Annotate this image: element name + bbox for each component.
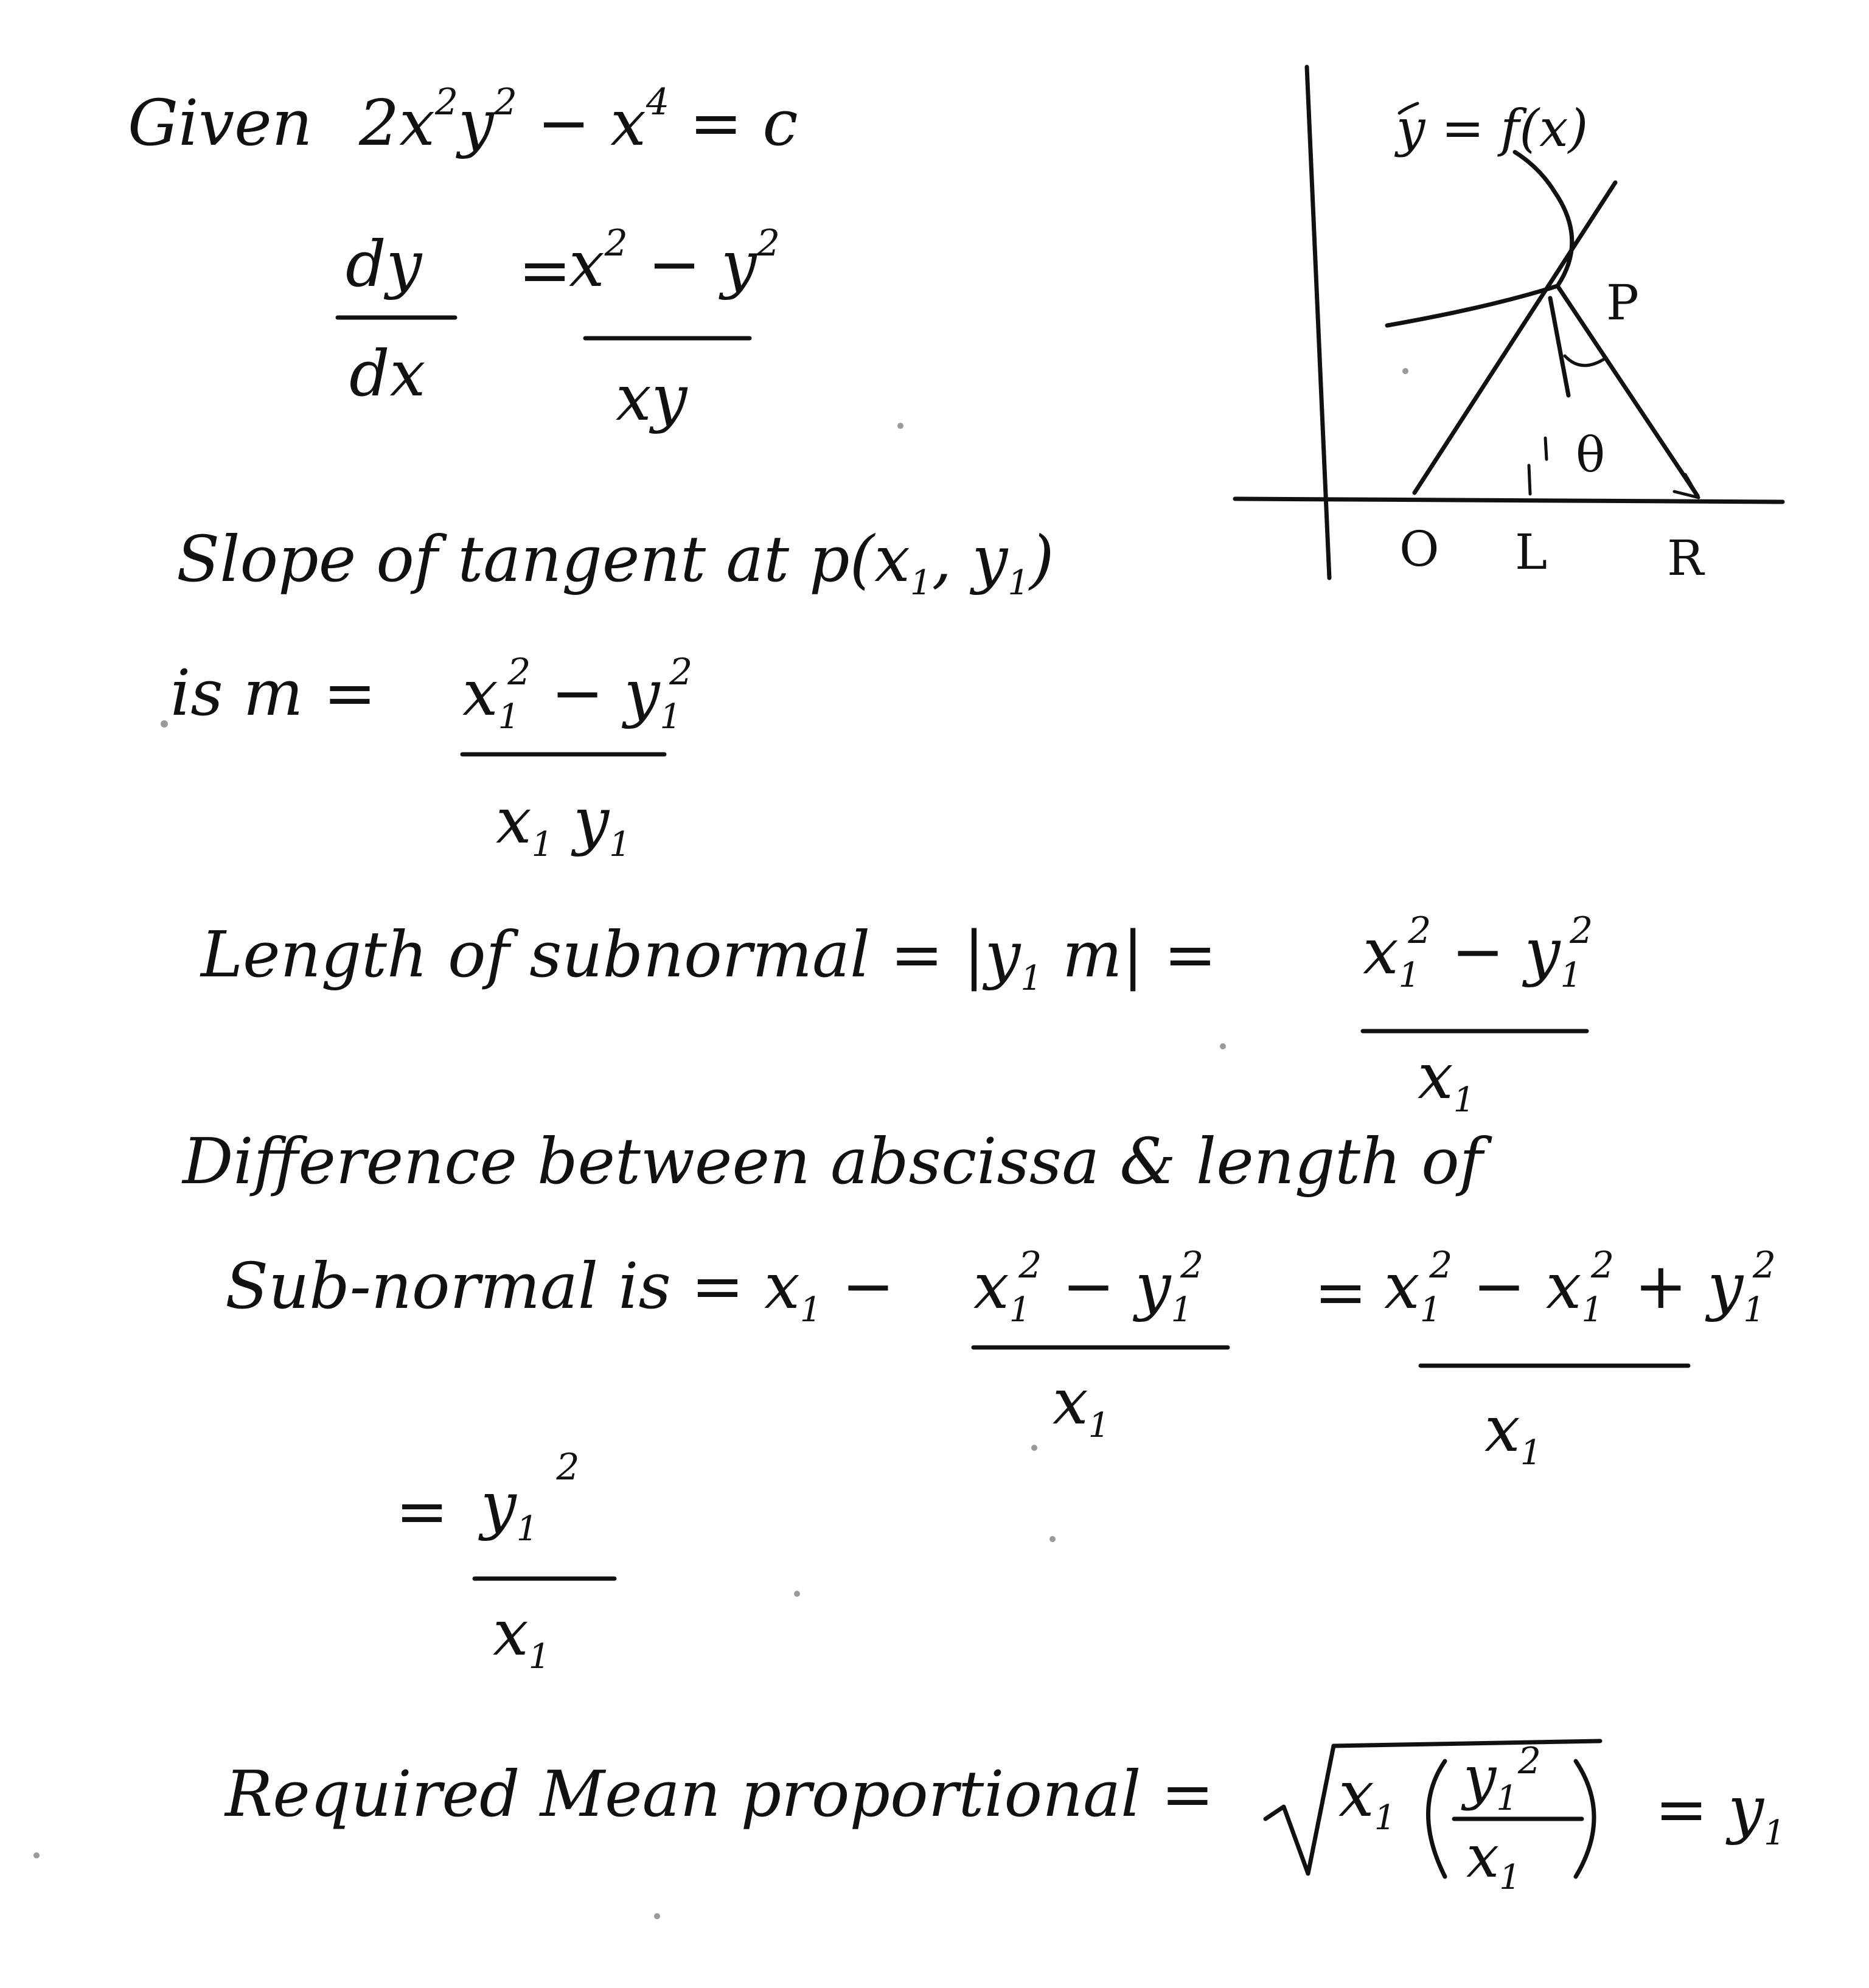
- square-root-sign: [1265, 1741, 1600, 1874]
- term: x: [496, 784, 532, 858]
- difference-line-2: [225, 1249, 895, 1330]
- subscript: 1: [516, 1509, 538, 1549]
- term: + y: [1614, 1249, 1744, 1323]
- exponent: 2: [1517, 1740, 1542, 1782]
- term: − y: [531, 656, 660, 730]
- subscript: 1: [1520, 1433, 1542, 1473]
- given-label: Given: [128, 86, 313, 160]
- subnormal-text: m| =: [1042, 917, 1217, 992]
- difference-frac1-denominator: [1053, 1364, 1110, 1445]
- subscript: 1: [1743, 1290, 1765, 1330]
- derivative-expression: [338, 222, 780, 435]
- origin-label: O: [1399, 521, 1439, 577]
- normal-arrowhead: [1674, 474, 1699, 498]
- dy-numerator: dy: [346, 227, 422, 301]
- paper-speck: [897, 423, 903, 429]
- mean-proportional-statement: [224, 1740, 1786, 1897]
- subscript: 1: [1088, 1406, 1110, 1445]
- term: y: [481, 1468, 517, 1542]
- difference-frac2-denominator: [1484, 1392, 1542, 1473]
- radicand-x: [1338, 1757, 1396, 1838]
- subscript: 1: [799, 1290, 822, 1330]
- slope-text: Slope of tangent at p(x: [176, 522, 910, 596]
- mean-proportional-label: Required Mean proportional =: [225, 1757, 1214, 1831]
- rhs-term: − y: [627, 227, 757, 301]
- term: x: [1466, 1823, 1500, 1891]
- x-axis: [1235, 499, 1783, 502]
- term: x: [1053, 1364, 1088, 1439]
- derivative-equals: =: [518, 233, 572, 307]
- angle-arc: [1565, 356, 1606, 366]
- subscript: 1: [1398, 956, 1421, 995]
- slope-statement: [170, 522, 1054, 864]
- dx-denominator: dx: [349, 336, 426, 411]
- rhs-exponent: 2: [604, 222, 628, 265]
- point-p-label: P: [1606, 274, 1639, 331]
- subscript: 1: [1453, 1080, 1475, 1120]
- rhs-term: x: [569, 227, 605, 301]
- exponent: 2: [556, 1446, 580, 1489]
- paper-speck: [654, 1913, 660, 1919]
- given-exponent: 2: [493, 81, 517, 123]
- derivative-rhs-denominator: xy: [616, 361, 687, 435]
- subscript: 1: [1496, 1779, 1518, 1818]
- slope-numerator: [462, 651, 692, 737]
- normal-r-label: R: [1667, 530, 1704, 586]
- difference-frac2-numerator: [1384, 1244, 1776, 1330]
- term: x: [973, 1249, 1009, 1323]
- subscript: 1: [1171, 1290, 1193, 1330]
- slope-text: , y: [931, 522, 1008, 596]
- given-exponent: 4: [646, 81, 670, 123]
- subscript: 1: [1499, 1858, 1521, 1897]
- inner-denominator: [1466, 1823, 1521, 1897]
- subnormal-line: [200, 917, 1217, 998]
- subscript: 1: [498, 697, 520, 737]
- subscript: 1: [609, 825, 631, 864]
- paper-speck: [1031, 1445, 1037, 1451]
- subnormal-statement: [200, 909, 1593, 1120]
- exponent: 2: [507, 651, 531, 693]
- difference-statement: [181, 1124, 1776, 1473]
- subscript: 1: [528, 1637, 551, 1677]
- exponent: 2: [1408, 909, 1432, 952]
- term: x: [493, 1596, 529, 1670]
- exponent: 2: [1180, 1244, 1204, 1287]
- subnormal-denominator: [1418, 1039, 1475, 1120]
- given-line: [128, 81, 798, 160]
- difference-frac1-numerator: [973, 1244, 1203, 1330]
- given-exponent: 2: [434, 81, 459, 123]
- inner-numerator: [1461, 1740, 1541, 1818]
- term: x: [462, 656, 498, 730]
- difference-equals: =: [1314, 1255, 1368, 1329]
- subscript: 1: [1419, 1290, 1442, 1330]
- paper-speck: [1049, 1536, 1056, 1542]
- subscript: 1: [1581, 1290, 1604, 1330]
- difference-line-1: Difference between abscissa & length of: [183, 1124, 1483, 1198]
- subscript: 1: [1008, 563, 1030, 603]
- exponent: 2: [1570, 909, 1593, 952]
- perpendicular-pl-lower: [1529, 465, 1530, 494]
- term: y: [553, 784, 610, 858]
- term: − y: [1042, 1249, 1171, 1323]
- minus-sign: −: [821, 1249, 895, 1323]
- mean-proportional-result: [1655, 1772, 1786, 1853]
- perpendicular-pl-upper: [1550, 298, 1568, 395]
- term: = y: [1655, 1772, 1764, 1846]
- difference-text: Sub-normal is = x: [225, 1249, 800, 1323]
- given-equation: [358, 81, 798, 160]
- angle-theta-label: θ: [1576, 426, 1606, 483]
- exponent: 2: [1591, 1244, 1615, 1287]
- paper-speck: [33, 1852, 40, 1858]
- term: x: [1338, 1757, 1374, 1831]
- subscript: 1: [1009, 1290, 1031, 1330]
- subscript: 1: [1560, 956, 1582, 995]
- rhs-exponent: 2: [756, 222, 781, 265]
- term: − x: [1452, 1249, 1582, 1323]
- slope-m-label: is m =: [170, 656, 377, 730]
- result-denominator: [493, 1596, 550, 1677]
- given-term: = c: [669, 86, 798, 160]
- subscript: 1: [1374, 1798, 1396, 1838]
- foot-l-label: L: [1515, 524, 1548, 580]
- given-term: − x: [517, 86, 646, 160]
- result-expression: [395, 1446, 614, 1677]
- slope-line: [176, 522, 1054, 603]
- slope-denominator: [496, 784, 631, 864]
- result-equals: =: [395, 1474, 449, 1548]
- paper-speck: [1402, 368, 1408, 374]
- subscript: 1: [1763, 1813, 1786, 1853]
- subnormal-numerator: [1363, 909, 1593, 995]
- exponent: 2: [669, 651, 693, 693]
- term: x: [1484, 1392, 1520, 1466]
- term: y: [1463, 1743, 1497, 1812]
- exponent: 2: [1752, 1244, 1777, 1287]
- slope-text: ): [1029, 522, 1054, 596]
- term: x: [1384, 1249, 1420, 1323]
- exponent: 2: [1018, 1244, 1042, 1287]
- result-numerator: [478, 1446, 580, 1549]
- subnormal-text: Length of subnormal = |y: [201, 917, 1021, 992]
- given-term: 2x: [359, 86, 435, 160]
- tangent-normal-diagram: [1235, 67, 1783, 586]
- curve-y-equals-fx: [1387, 152, 1572, 325]
- paper-speck: [794, 1591, 800, 1597]
- subscript: 1: [1020, 959, 1042, 998]
- subscript: 1: [660, 697, 682, 737]
- curve-label: y = f(x): [1396, 99, 1589, 158]
- term: − y: [1431, 914, 1561, 989]
- paper-speck: [161, 720, 168, 728]
- given-term: y: [458, 86, 494, 160]
- perpendicular-pl-tick: [1545, 438, 1547, 459]
- exponent: 2: [1429, 1244, 1453, 1287]
- derivative-rhs-numerator: [569, 222, 780, 301]
- left-parenthesis: [1429, 1761, 1446, 1877]
- term: x: [1418, 1039, 1453, 1113]
- subscript: 1: [910, 563, 932, 603]
- term: x: [1363, 914, 1399, 989]
- subscript: 1: [531, 825, 554, 864]
- paper-speck: [1220, 1043, 1226, 1049]
